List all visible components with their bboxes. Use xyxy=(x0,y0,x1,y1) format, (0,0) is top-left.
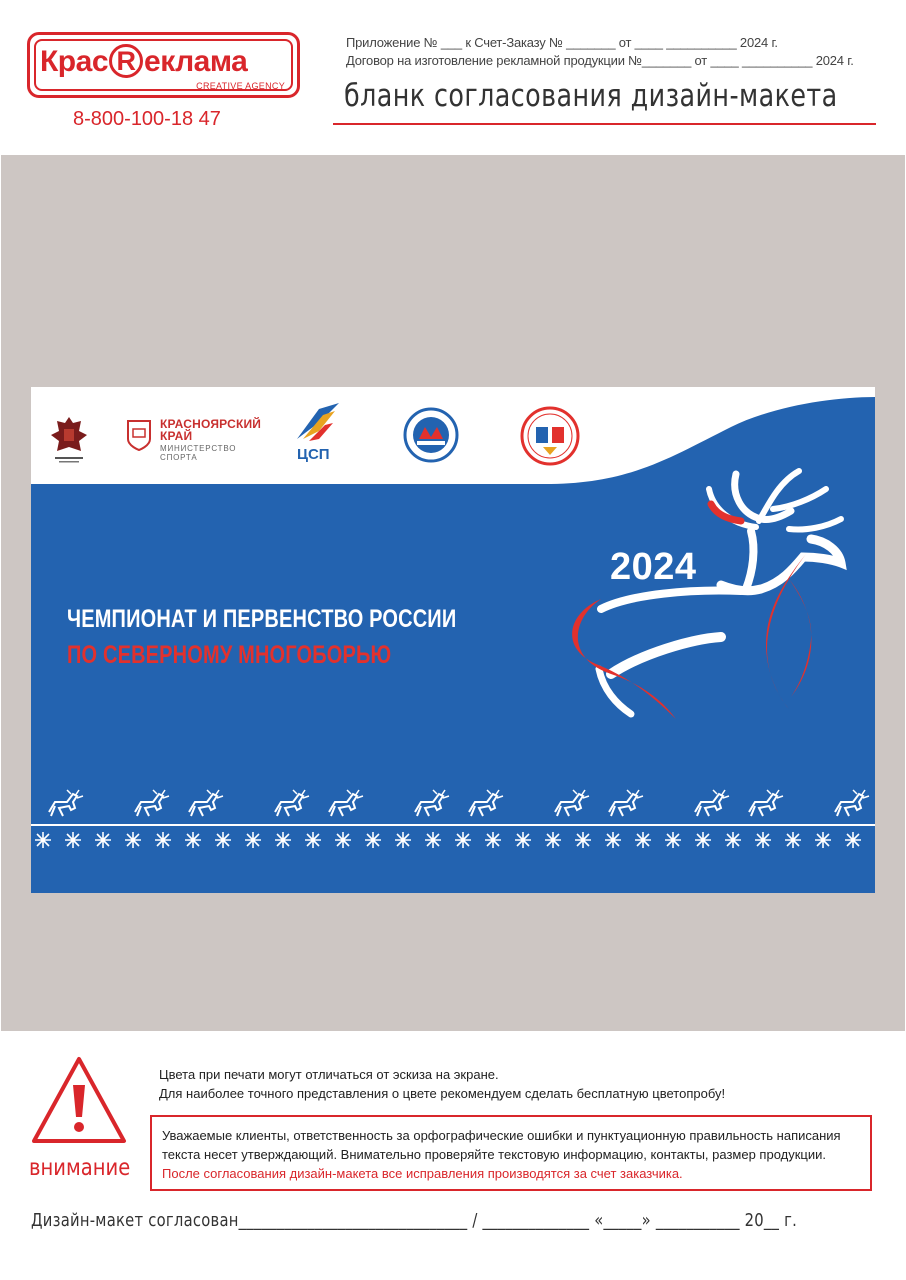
color-note-line1: Цвета при печати могут отличаться от эскиза на экране. xyxy=(159,1067,499,1082)
company-logo xyxy=(27,32,300,98)
warning-label: внимание xyxy=(29,1155,131,1181)
responsibility-notice xyxy=(150,1115,872,1191)
reindeer-logo-icon xyxy=(541,459,861,729)
headline-line2: ПО СЕВЕРНОМУ МНОГОБОРЬЮ xyxy=(67,641,392,669)
federation-emblem-icon xyxy=(403,407,459,463)
russia-emblem-icon xyxy=(47,413,91,465)
logo-wordmark: Крас R еклама xyxy=(40,45,248,78)
company-phone: 8-800-100-18 47 xyxy=(73,108,221,130)
form-title: бланк согласования дизайн-макета xyxy=(344,78,838,114)
form-header xyxy=(0,0,906,155)
headline-line1: ЧЕМПИОНАТ И ПЕРВЕНСТВО РОССИИ xyxy=(67,605,457,633)
logo-subtitle: CREATIVE AGENCY xyxy=(196,81,285,91)
reindeer-ornament-row xyxy=(31,782,875,862)
warning-triangle-icon xyxy=(30,1055,128,1145)
csp-logo-icon xyxy=(289,401,343,463)
approval-signature-line: Дизайн-макет согласован______________________________ / ______________ «_____» ___________ 20__ г. xyxy=(31,1210,798,1231)
event-year: 2024 xyxy=(610,546,697,588)
title-underline xyxy=(333,123,876,125)
notice-line2: текста несет утверждающий. Внимательно проверяйте текстовую информацию, контакты, размер продукции. xyxy=(162,1147,827,1162)
ministry-name: МИНИСТЕРСТВО СПОРТА xyxy=(160,444,237,462)
color-note-line2: Для наиболее точного представления о цвете рекомендуем сделать бесплатную цветопробу! xyxy=(159,1086,726,1101)
svg-text:ЦСП: ЦСП xyxy=(297,446,330,463)
notice-line3: После согласования дизайн-макета все исправления производятся за счет заказчика. xyxy=(162,1166,683,1181)
region-name: КРАСНОЯРСКИЙ КРАЙ xyxy=(160,417,262,443)
krasnoyarsk-coat-of-arms-icon xyxy=(126,419,152,451)
notice-line1: Уважаемые клиенты, ответственность за орфографические ошибки и пунктуационную правильность написания xyxy=(162,1128,841,1143)
appendix-line: Приложение № ___ к Счет-Заказу № _______ от ____ __________ 2024 г. xyxy=(346,35,778,50)
design-mockup-banner xyxy=(31,387,875,893)
north-federation-emblem-icon xyxy=(519,405,581,467)
contract-line: Договор на изготовление рекламной продукции №_______ от ____ __________ 2024 г. xyxy=(346,53,854,68)
